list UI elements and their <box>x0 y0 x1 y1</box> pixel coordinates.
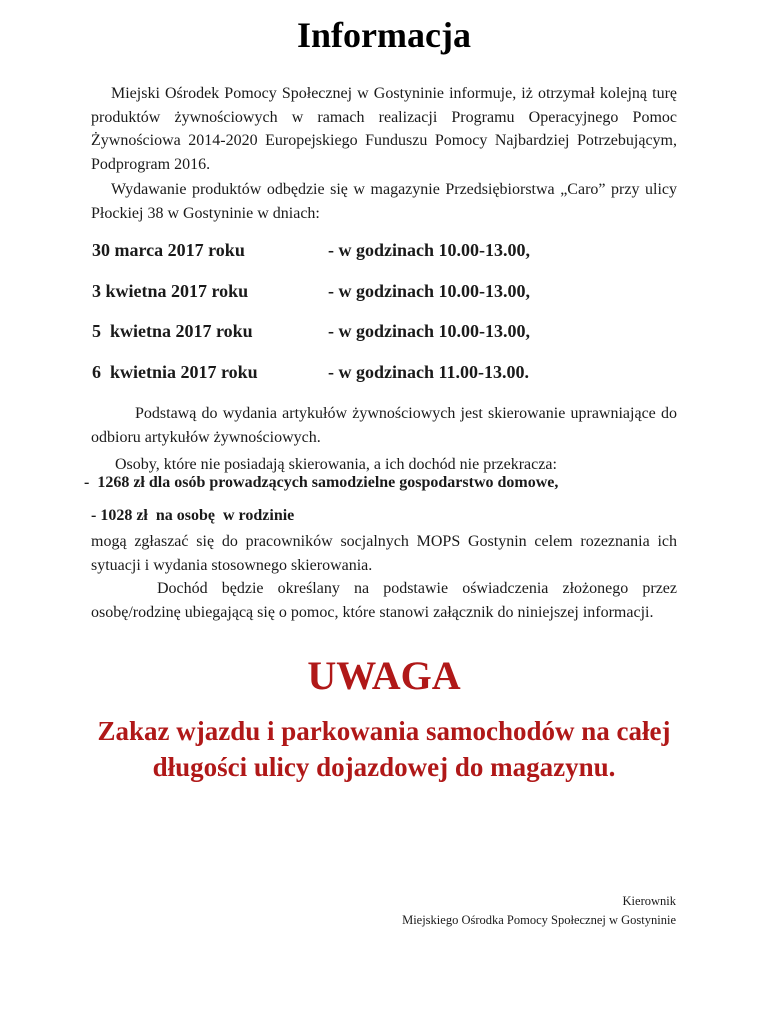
document-title: Informacja <box>297 15 471 55</box>
date-row <box>92 240 678 281</box>
date-label: 30 marca 2017 roku <box>92 240 245 260</box>
signature-organization: Miejskiego Ośrodka Pomocy Społecznej w Gostyninie <box>402 913 676 927</box>
date-row <box>92 362 678 403</box>
income-intro-paragraph: Osoby, które nie posiadają skierowania, a ich dochód nie przekracza: <box>115 456 557 473</box>
hours-label: - w godzinach 10.00-13.00, <box>328 280 530 301</box>
distribution-paragraph: Wydawanie produktów odbędzie się w magazynie Przedsiębiorstwa „Caro” przy ulicy Płockiej 38 w Gostyninie w dniach: <box>91 181 677 222</box>
income-threshold-single: - 1268 zł dla osób prowadzących samodzielne gospodarstwo domowe, <box>84 474 559 491</box>
social-workers-paragraph: mogą zgłaszać się do pracowników socjalnych MOPS Gostynin celem rozeznania ich sytuacji i wydania stosownego skierowania. <box>91 533 677 574</box>
referral-paragraph: Podstawą do wydania artykułów żywnościowych jest skierowanie uprawniające do odbioru artykułów żywnościowych. <box>91 405 677 446</box>
date-row <box>92 281 678 322</box>
hours-label: - w godzinach 11.00-13.00. <box>328 361 530 382</box>
parking-warning: Zakaz wjazdu i parkowania samochodów na całej długości ulicy dojazdowej do magazynu. <box>97 716 671 782</box>
date-label: 6 kwietnia 2017 roku <box>92 361 258 382</box>
income-threshold-family: - 1028 zł na osobę w rodzinie <box>91 507 295 524</box>
income-declaration-paragraph: Dochód będzie określany na podstawie oświadczenia złożonego przez osobę/rodzinę ubiegającą się o pomoc, które stanowi załącznik do niniejszej informacji. <box>91 580 677 621</box>
date-label: 5 kwietna 2017 roku <box>92 321 253 341</box>
date-row <box>92 321 678 362</box>
distribution-dates-list <box>92 240 678 402</box>
signature-role: Kierownik <box>622 894 676 908</box>
warning-heading: UWAGA <box>307 653 461 698</box>
intro-paragraph: Miejski Ośrodek Pomocy Społecznej w Gostyninie informuje, iż otrzymał kolejną turę produktów żywnościowych w ramach realizacji Programu Operacyjnego Pomoc Żywnościowa 2014-2020 Europejskiego Funduszu Pomocy Najbardziej Potrzebującym, Podprogram 2016. <box>91 85 677 173</box>
hours-label: - w godzinach 10.00-13.00, <box>328 240 530 260</box>
hours-label: - w godzinach 10.00-13.00, <box>328 321 530 341</box>
signature-block <box>402 892 676 930</box>
date-label: 3 kwietna 2017 roku <box>92 280 249 301</box>
